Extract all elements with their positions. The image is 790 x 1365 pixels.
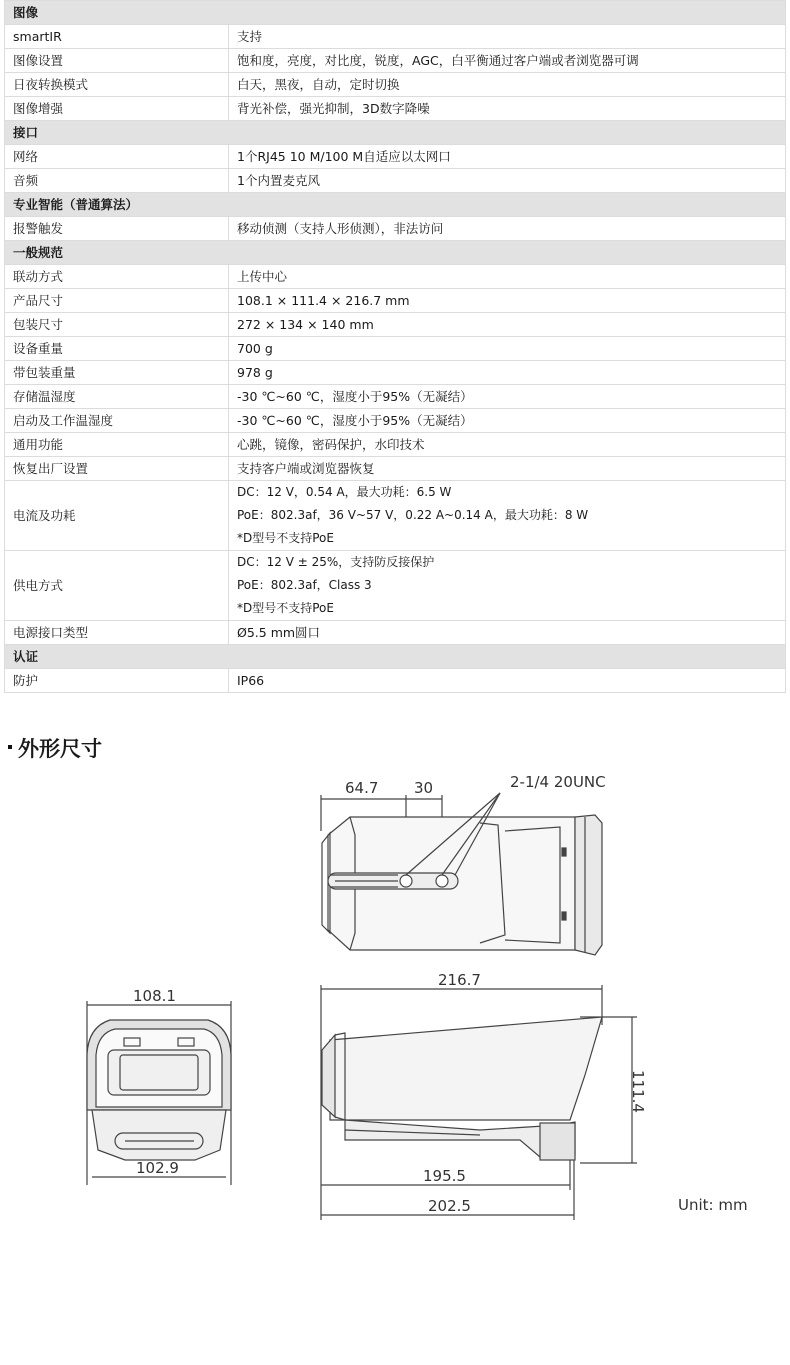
section-header <box>5 1 786 25</box>
spec-value-line: 背光补偿，强光抑制，3D数字降噪 <box>237 100 430 116</box>
spec-row <box>5 289 786 313</box>
spec-value-line: 支持客户端或浏览器恢复 <box>237 460 375 476</box>
spec-row <box>5 385 786 409</box>
spec-value-line: *D型号不支持PoE <box>237 601 334 615</box>
spec-row <box>5 217 786 241</box>
spec-label: 供电方式 <box>5 551 229 621</box>
spec-value <box>229 145 786 169</box>
spec-table <box>4 0 786 693</box>
spec-value <box>229 217 786 241</box>
spec-value-line: 支持 <box>237 28 263 44</box>
spec-label: 图像设置 <box>5 49 229 73</box>
spec-label: 包装尺寸 <box>5 313 229 337</box>
dimension-drawing <box>0 765 790 1225</box>
spec-value-line: DC：12 V，0.54 A，最大功耗：6.5 W <box>237 485 452 499</box>
spec-value-line: IP66 <box>237 672 265 688</box>
spec-row <box>5 73 786 97</box>
dim-108-1: 108.1 <box>133 987 176 1005</box>
spec-value <box>229 385 786 409</box>
spec-row <box>5 409 786 433</box>
spec-label: 存储温湿度 <box>5 385 229 409</box>
spec-value <box>229 169 786 193</box>
spec-row <box>5 551 786 621</box>
spec-value <box>229 481 786 551</box>
spec-value <box>229 97 786 121</box>
spec-label: 网络 <box>5 145 229 169</box>
spec-value <box>229 25 786 49</box>
spec-value-line: PoE：802.3af，36 V~57 V，0.22 A~0.14 A，最大功耗：8 W <box>237 508 589 522</box>
spec-label: 带包装重量 <box>5 361 229 385</box>
spec-row <box>5 49 786 73</box>
spec-value <box>229 313 786 337</box>
spec-label: 联动方式 <box>5 265 229 289</box>
spec-value <box>229 265 786 289</box>
spec-label: 电源接口类型 <box>5 621 229 645</box>
spec-row <box>5 97 786 121</box>
spec-label: 图像增强 <box>5 97 229 121</box>
spec-value-line: 272 × 134 × 140 mm <box>237 316 374 332</box>
spec-value <box>229 289 786 313</box>
spec-label: 产品尺寸 <box>5 289 229 313</box>
spec-value-line: 白天，黑夜，自动，定时切换 <box>237 76 400 92</box>
dimensions-heading <box>8 733 102 763</box>
spec-value-line: *D型号不支持PoE <box>237 531 334 545</box>
spec-label: 报警触发 <box>5 217 229 241</box>
spec-value <box>229 457 786 481</box>
spec-value <box>229 361 786 385</box>
spec-value <box>229 551 786 621</box>
camera-front-view <box>87 1001 231 1185</box>
spec-value <box>229 73 786 97</box>
spec-value-line: -30 ℃~60 ℃，湿度小于95%（无凝结） <box>237 412 473 428</box>
spec-label: 启动及工作温湿度 <box>5 409 229 433</box>
spec-value-line: 700 g <box>237 340 273 356</box>
spec-label: 设备重量 <box>5 337 229 361</box>
dim-111-4: 111.4 <box>629 1070 647 1113</box>
section-label: 认证 <box>5 645 786 669</box>
spec-value-line: 978 g <box>237 364 273 380</box>
spec-value-line: 上传中心 <box>237 268 288 284</box>
spec-value-line: 1个RJ45 10 M/100 M自适应以太网口 <box>237 148 451 164</box>
spec-row <box>5 265 786 289</box>
section-header <box>5 241 786 265</box>
spec-value <box>229 433 786 457</box>
dim-216-7: 216.7 <box>438 971 481 989</box>
dim-30: 30 <box>414 779 434 797</box>
spec-value-line: Ø5.5 mm圆口 <box>237 624 321 640</box>
spec-value <box>229 621 786 645</box>
dim-thread: 2-1/4 20UNC <box>510 773 606 791</box>
section-label: 专业智能（普通算法） <box>5 193 786 217</box>
spec-row <box>5 313 786 337</box>
spec-label: 恢复出厂设置 <box>5 457 229 481</box>
spec-row <box>5 433 786 457</box>
section-label: 接口 <box>5 121 786 145</box>
spec-value-line: 108.1 × 111.4 × 216.7 mm <box>237 292 410 308</box>
spec-value-line: 心跳，镜像，密码保护，水印技术 <box>237 436 425 452</box>
dim-195-5: 195.5 <box>423 1167 466 1185</box>
spec-row <box>5 25 786 49</box>
spec-label: smartIR <box>5 25 229 49</box>
spec-row <box>5 361 786 385</box>
section-label: 图像 <box>5 1 786 25</box>
spec-row <box>5 337 786 361</box>
unit-label: Unit: mm <box>678 1196 748 1214</box>
spec-value <box>229 337 786 361</box>
spec-row <box>5 145 786 169</box>
camera-side-view <box>321 985 637 1220</box>
spec-value-line: 饱和度，亮度，对比度，锐度，AGC，白平衡通过客户端或者浏览器可调 <box>237 52 639 68</box>
spec-label: 防护 <box>5 669 229 693</box>
spec-row <box>5 169 786 193</box>
dimensions-title: 外形尺寸 <box>18 737 102 761</box>
section-label: 一般规范 <box>5 241 786 265</box>
dim-64-7: 64.7 <box>345 779 379 797</box>
spec-label: 电流及功耗 <box>5 481 229 551</box>
spec-value <box>229 49 786 73</box>
spec-value <box>229 409 786 433</box>
spec-value-line: DC：12 V ± 25%，支持防反接保护 <box>237 555 435 569</box>
spec-row <box>5 481 786 551</box>
spec-label: 通用功能 <box>5 433 229 457</box>
spec-value-line: 1个内置麦克风 <box>237 172 320 188</box>
section-header <box>5 645 786 669</box>
spec-value-line: PoE：802.3af，Class 3 <box>237 578 372 592</box>
spec-value-line: 移动侦测（支持人形侦测），非法访问 <box>237 220 444 236</box>
spec-row <box>5 457 786 481</box>
section-header <box>5 121 786 145</box>
spec-label: 日夜转换模式 <box>5 73 229 97</box>
spec-row <box>5 669 786 693</box>
camera-top-view <box>321 793 602 955</box>
spec-label: 音频 <box>5 169 229 193</box>
bullet-icon <box>8 745 12 749</box>
section-header <box>5 193 786 217</box>
spec-row <box>5 621 786 645</box>
dim-102-9: 102.9 <box>136 1159 179 1177</box>
spec-value <box>229 669 786 693</box>
spec-value-line: -30 ℃~60 ℃，湿度小于95%（无凝结） <box>237 388 473 404</box>
dim-202-5: 202.5 <box>428 1197 471 1215</box>
